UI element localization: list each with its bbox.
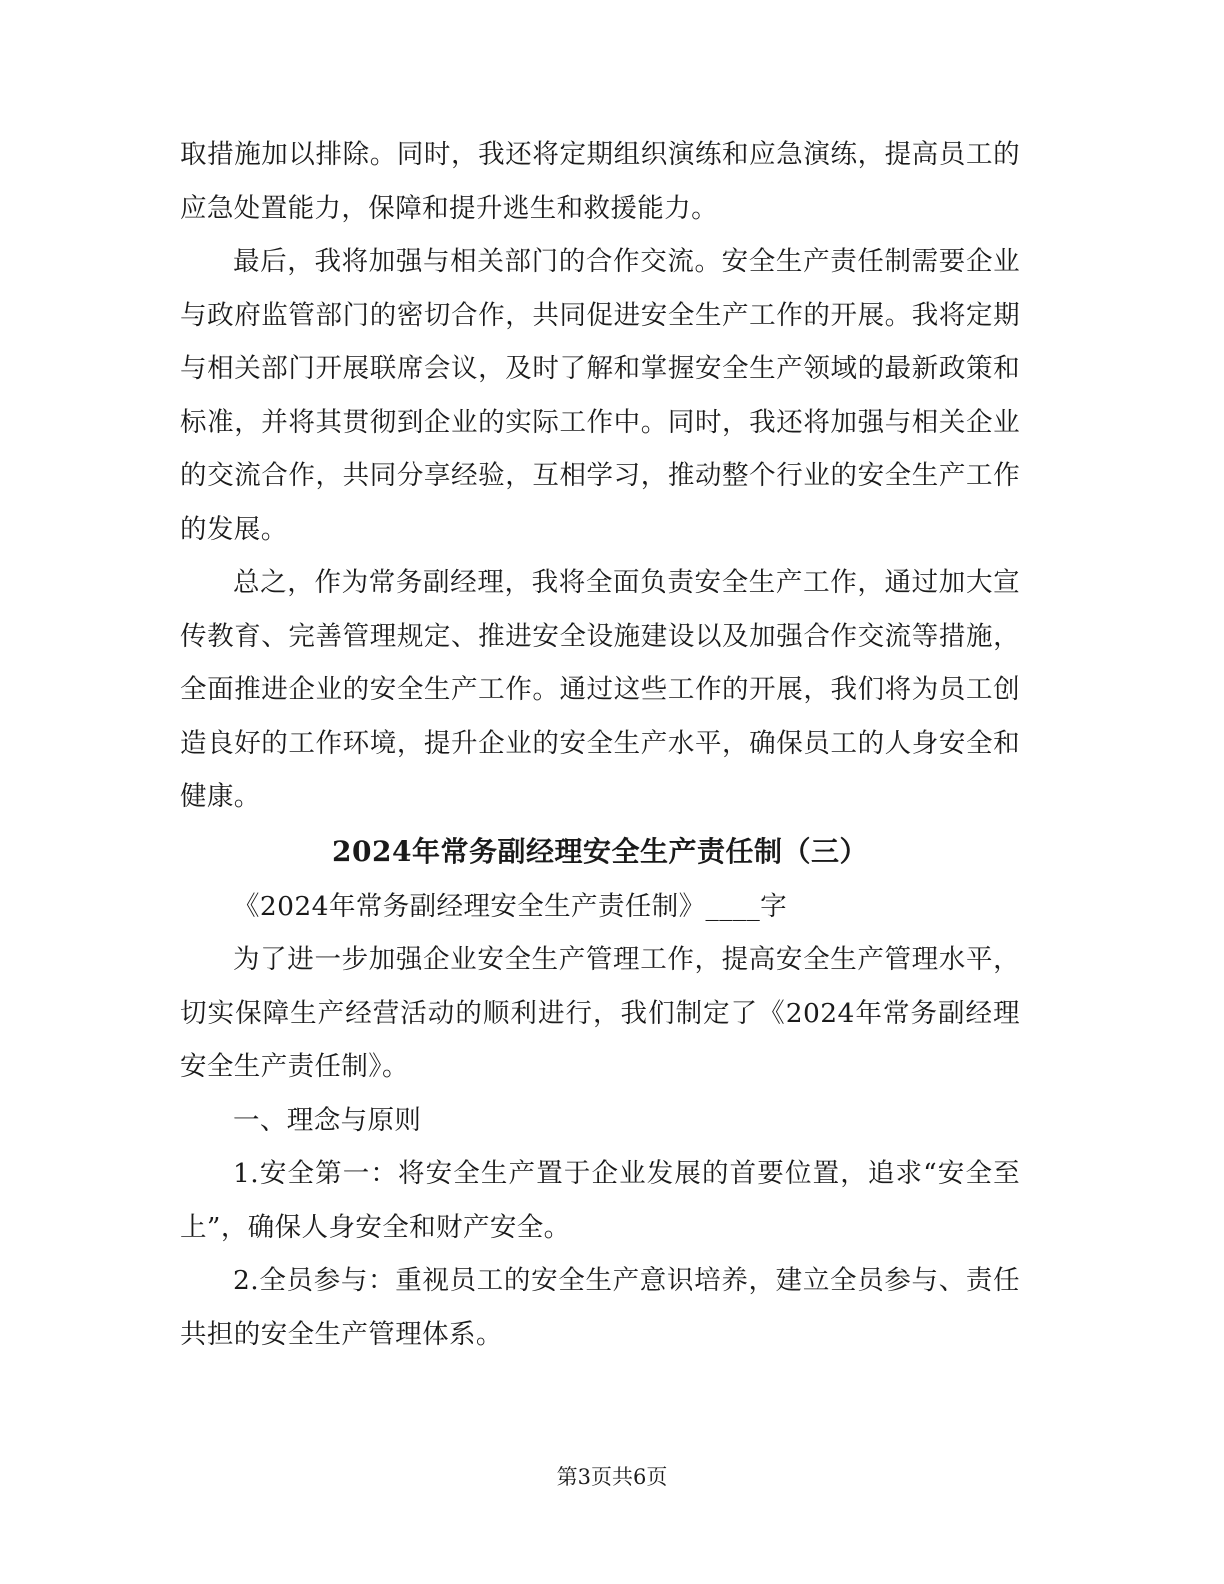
section-title: 2024年常务副经理安全生产责任制（三）: [332, 834, 868, 868]
list-item: 1.安全第一：将安全生产置于企业发展的首要位置，追求“安全至上”，确保人身安全和财产安全。: [180, 1158, 1020, 1243]
page-number: 第3页共6页: [556, 1465, 668, 1489]
paragraph: 为了进一步加强企业安全生产管理工作，提高安全生产管理水平，切实保障生产经营活动的顺利进行，我们制定了《2024年常务副经理安全生产责任制》。: [180, 944, 1020, 1082]
paragraph: 总之，作为常务副经理，我将全面负责安全生产工作，通过加大宣传教育、完善管理规定、推进安全设施建设以及加强合作交流等措施，全面推进企业的安全生产工作。通过这些工作的开展，我们将为员工创造良好的工作环境，提升企业的安全生产水平，确保员工的人身安全和健康。: [180, 567, 1020, 812]
document-body: [180, 128, 1020, 1361]
list-item: 2.全员参与：重视员工的安全生产意识培养，建立全员参与、责任共担的安全生产管理体系。: [180, 1265, 1020, 1350]
paragraph: 最后，我将加强与相关部门的合作交流。安全生产责任制需要企业与政府监管部门的密切合作，共同促进安全生产工作的开展。我将定期与相关部门开展联席会议，及时了解和掌握安全生产领域的最新政策和标准，并将其贯彻到企业的实际工作中。同时，我还将加强与相关企业的交流合作，共同分享经验，互相学习，推动整个行业的安全生产工作的发展。: [180, 246, 1020, 545]
paragraph: 取措施加以排除。同时，我还将定期组织演练和应急演练，提高员工的应急处置能力，保障和提升逃生和救援能力。: [180, 139, 1020, 224]
paragraph: 《2024年常务副经理安全生产责任制》____字: [233, 890, 788, 922]
section-heading: 一、理念与原则: [233, 1104, 422, 1136]
